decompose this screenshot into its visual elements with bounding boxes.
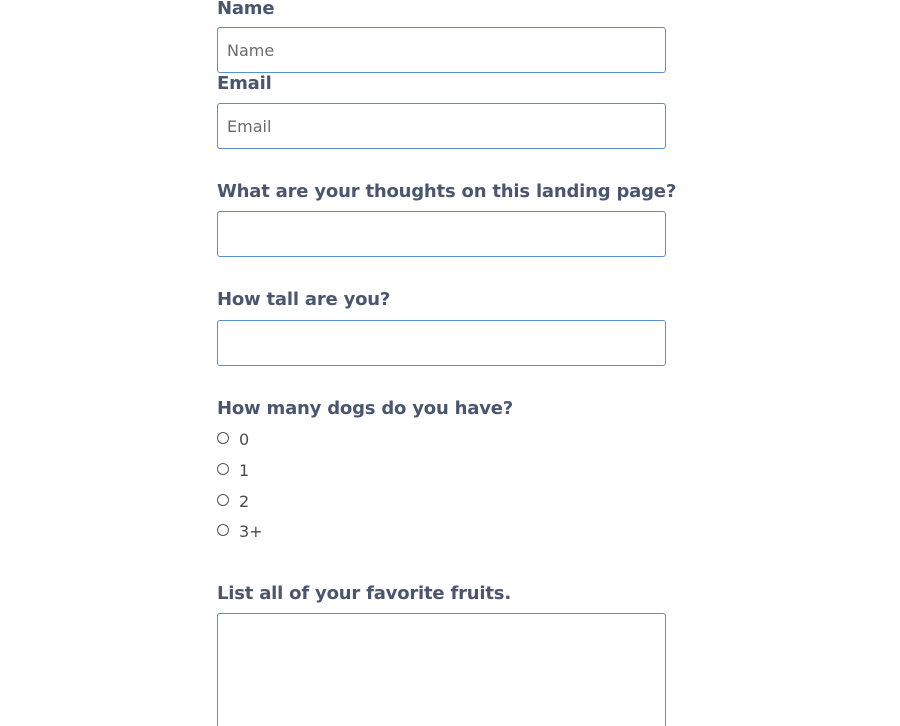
radio-button[interactable] bbox=[217, 432, 229, 444]
radio-label: 1 bbox=[239, 461, 250, 480]
fruits-label: List all of your favorite fruits. bbox=[217, 583, 511, 604]
thoughts-label: What are your thoughts on this landing page? bbox=[217, 181, 677, 202]
height-label: How tall are you? bbox=[217, 289, 391, 310]
radio-button[interactable] bbox=[217, 494, 229, 506]
email-input[interactable] bbox=[217, 103, 666, 149]
radio-button[interactable] bbox=[217, 524, 229, 536]
name-label: Name bbox=[217, 0, 275, 19]
radio-label: 3+ bbox=[239, 522, 263, 541]
email-label: Email bbox=[217, 73, 272, 94]
radio-label: 2 bbox=[239, 492, 250, 511]
radio-button[interactable] bbox=[217, 463, 229, 475]
dogs-label: How many dogs do you have? bbox=[217, 398, 514, 419]
name-input[interactable] bbox=[217, 27, 666, 73]
height-input[interactable] bbox=[217, 320, 666, 366]
dogs-option-3plus[interactable] bbox=[217, 521, 263, 543]
dogs-option-0[interactable] bbox=[217, 429, 249, 451]
dogs-option-2[interactable] bbox=[217, 491, 249, 513]
dogs-option-1[interactable] bbox=[217, 460, 249, 482]
thoughts-input[interactable] bbox=[217, 211, 666, 257]
radio-label: 0 bbox=[239, 430, 250, 449]
fruits-textarea[interactable] bbox=[217, 613, 666, 726]
